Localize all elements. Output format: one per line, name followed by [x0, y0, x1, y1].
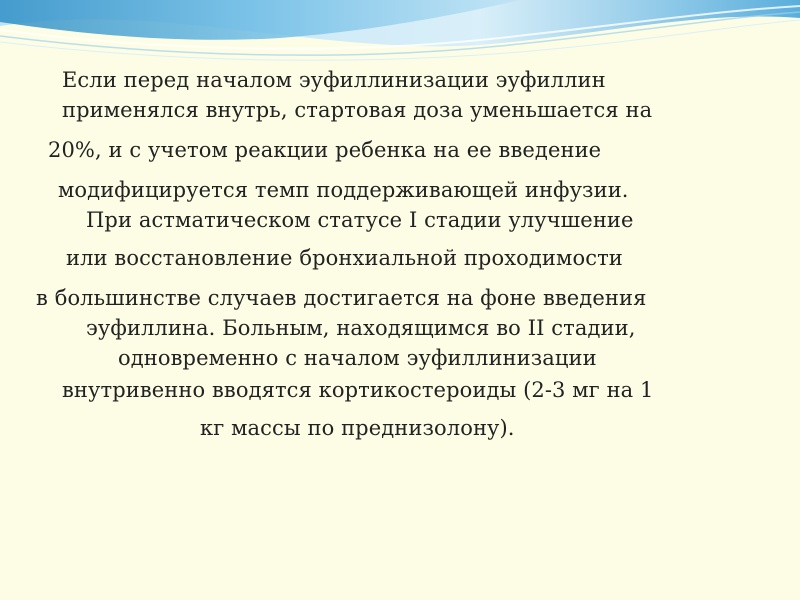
text-line-4: модифицируется темп поддерживающей инфузии. — [58, 178, 629, 202]
text-line-1: Если перед началом эуфиллинизации эуфиллин — [62, 68, 606, 92]
text-line-2: применялся внутрь, стартовая доза уменьшается на — [62, 98, 653, 122]
text-line-11: кг массы по преднизолону). — [200, 416, 515, 440]
text-line-8: эуфиллина. Больным, находящимся во II стадии, — [86, 316, 636, 340]
text-line-5: При астматическом статусе I стадии улучшение — [86, 208, 634, 232]
text-line-6: или восстановление бронхиальной проходимости — [66, 246, 623, 270]
text-line-3: 20%, и с учетом реакции ребенка на ее введение — [48, 138, 602, 162]
text-line-7: в большинстве случаев достигается на фоне введения — [36, 286, 647, 310]
text-line-9: одновременно с началом эуфиллинизации — [118, 346, 597, 370]
text-line-10: внутривенно вводятся кортикостероиды (2-3 мг на 1 — [62, 378, 654, 402]
